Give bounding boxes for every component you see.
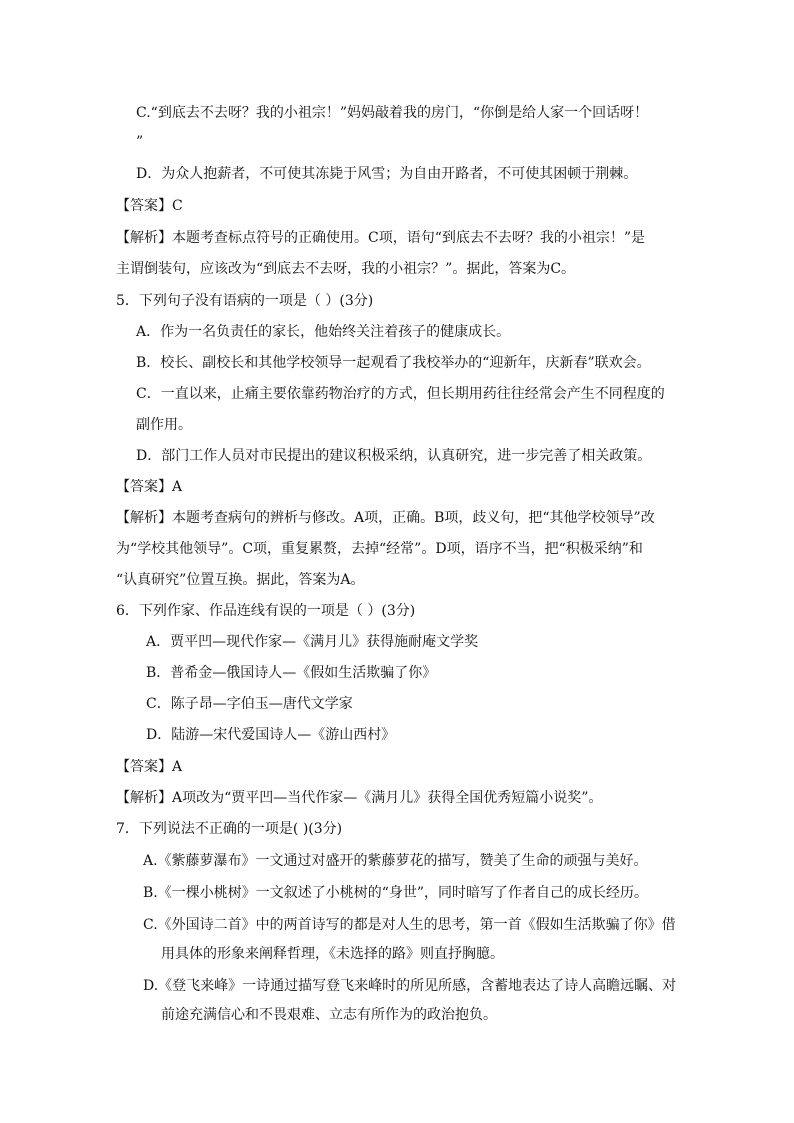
q7-option-a: A.《紫藤萝瀑布》一文通过对盛开的紫藤萝花的描写，赞美了生命的顽强与美好。 xyxy=(143,853,648,869)
q5-analysis-line3: “认真研究”位置互换。据此，答案为A。 xyxy=(116,572,365,588)
q5-analysis-line1: 【解析】本题考查病句的辨析与修改。A项，正确。B项，歧义句，把“其他学校领导”改 xyxy=(116,510,655,526)
q7-option-d-line1: D.《登飞来峰》一诗通过描写登飞来峰时的所见所感，含蓄地表达了诗人高瞻远瞩、对 xyxy=(143,978,677,994)
q4-answer: 【答案】C xyxy=(116,198,183,214)
q4-option-c-line1: C.“到底去不去呀？我的小祖宗！”妈妈敲着我的房门，“你倒是给人家一个回话呀！ xyxy=(136,105,649,121)
q5-stem: 5．下列句子没有语病的一项是（ ）(3分) xyxy=(116,293,374,309)
q7-option-c-line1: C.《外国诗二首》中的两首诗写的都是对人生的思考，第一首《假如生活欺骗了你》借 xyxy=(143,917,676,933)
q7-stem: 7．下列说法不正确的一项是( )(3分) xyxy=(116,821,343,837)
q6-option-a: A．贾平凹—现代作家—《满月儿》获得施耐庵文学奖 xyxy=(146,634,479,650)
q4-analysis-line1: 【解析】本题考查标点符号的正确使用。C项，语句“到底去不去呀？我的小祖宗！”是 xyxy=(116,230,646,246)
q6-option-b: B．普希金—俄国诗人—《假如生活欺骗了你》 xyxy=(146,665,437,681)
q4-option-d: D．为众人抱薪者，不可使其冻毙于风雪；为自由开路者，不可使其困顿于荆棘。 xyxy=(136,166,638,182)
q5-option-b: B．校长、副校长和其他学校领导一起观看了我校举办的“迎新年，庆新春”联欢会。 xyxy=(136,355,651,371)
q4-analysis-line2: 主谓倒装句，应该改为“到底去不去呀，我的小祖宗？”。据此，答案为C。 xyxy=(116,261,576,277)
q6-stem: 6．下列作家、作品连线有误的一项是（ ）(3分) xyxy=(116,603,416,619)
q5-option-c-line2: 副作用。 xyxy=(136,417,192,433)
q5-option-a: A．作为一名负责任的家长，他始终关注着孩子的健康成长。 xyxy=(136,324,511,340)
q6-option-d: D．陆游—宋代爱国诗人—《游山西村》 xyxy=(146,727,396,743)
q5-option-d: D．部门工作人员对市民提出的建议积极采纳，认真研究，进一步完善了相关政策。 xyxy=(136,448,652,464)
q5-option-c-line1: C．一直以来，止痛主要依靠药物治疗的方式，但长期用药往往经常会产生不同程度的 xyxy=(136,386,665,402)
q6-answer: 【答案】A xyxy=(116,759,183,775)
q7-option-c-line2: 用具体的形象来阐释哲理，《未选择的路》则直抒胸臆。 xyxy=(161,946,504,962)
q6-analysis: 【解析】A项改为“贾平凹—当代作家—《满月儿》获得全国优秀短篇小说奖”。 xyxy=(116,790,603,806)
q7-option-b: B.《一棵小桃树》一文叙述了小桃树的“身世”，同时暗写了作者自己的成长经历。 xyxy=(143,885,649,901)
q7-option-d-line2: 前途充满信心和不畏艰难、立志有所作为的政治抱负。 xyxy=(161,1007,497,1023)
q5-answer: 【答案】A xyxy=(116,479,183,495)
q4-option-c-line2: ” xyxy=(136,134,144,150)
q6-option-c: C．陈子昂—字伯玉—唐代文学家 xyxy=(146,696,353,712)
q5-analysis-line2: 为“学校其他领导”。C项，重复累赘，去掉“经常”。D项，语序不当，把“积极采纳”和 xyxy=(116,541,643,557)
